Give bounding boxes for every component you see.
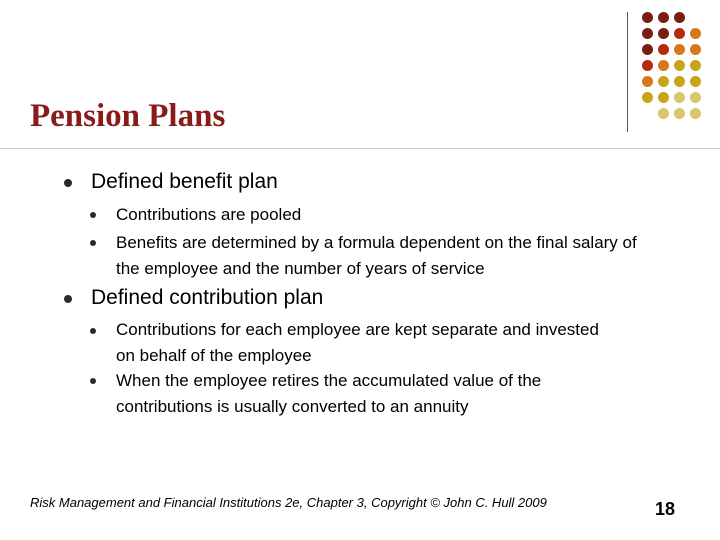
decor-dot (642, 60, 653, 71)
decor-dot (690, 92, 701, 103)
bullet-defined-contribution: Defined contribution plan (91, 286, 324, 309)
sub-bullet-dot-icon (90, 240, 96, 246)
bullet-dot-icon (64, 295, 72, 303)
decor-dot (674, 108, 685, 119)
slide-title: Pension Plans (30, 98, 226, 134)
title-divider (0, 148, 720, 149)
bullet-dot-icon (64, 179, 72, 187)
decor-dot (674, 28, 685, 39)
sub-bullet-dot-icon (90, 378, 96, 384)
decor-dot (690, 44, 701, 55)
decor-dot (642, 76, 653, 87)
sub-bullet-dot-icon (90, 212, 96, 218)
sub-bullet-benefit-formula: Benefits are determined by a formula dependent on the final salary of the employee and the number of years of service (116, 233, 637, 278)
decor-dot (658, 92, 669, 103)
decor-dot (642, 44, 653, 55)
decor-dot (690, 76, 701, 87)
decor-dot (674, 60, 685, 71)
decor-dot (674, 76, 685, 87)
decor-dot (690, 28, 701, 39)
sub-bullet-pooled: Contributions are pooled (116, 205, 302, 224)
decor-dot (658, 44, 669, 55)
decor-dot (674, 44, 685, 55)
decor-dot (658, 28, 669, 39)
decor-dot (690, 108, 701, 119)
decor-dot (642, 12, 653, 23)
bullet-defined-benefit: Defined benefit plan (91, 170, 278, 193)
sub-bullet-annuity: When the employee retires the accumulated value of the contributions is usually converted to an annuity (116, 371, 542, 416)
decor-dot (642, 92, 653, 103)
footer-citation: Risk Management and Financial Institutions 2e, Chapter 3, Copyright © John C. Hull 2009 (30, 495, 547, 510)
page-number: 18 (655, 499, 676, 519)
decor-dot (658, 108, 669, 119)
decor-dot (642, 28, 653, 39)
sub-bullet-separate-accounts: Contributions for each employee are kept separate and invested on behalf of the employee (116, 320, 599, 365)
sub-bullet-dot-icon (90, 328, 96, 334)
decor-dot (658, 76, 669, 87)
decor-dot (674, 92, 685, 103)
vertical-divider (627, 12, 628, 132)
decor-dot (674, 12, 685, 23)
decor-dot (658, 60, 669, 71)
decor-dot (658, 12, 669, 23)
decor-dot (690, 60, 701, 71)
